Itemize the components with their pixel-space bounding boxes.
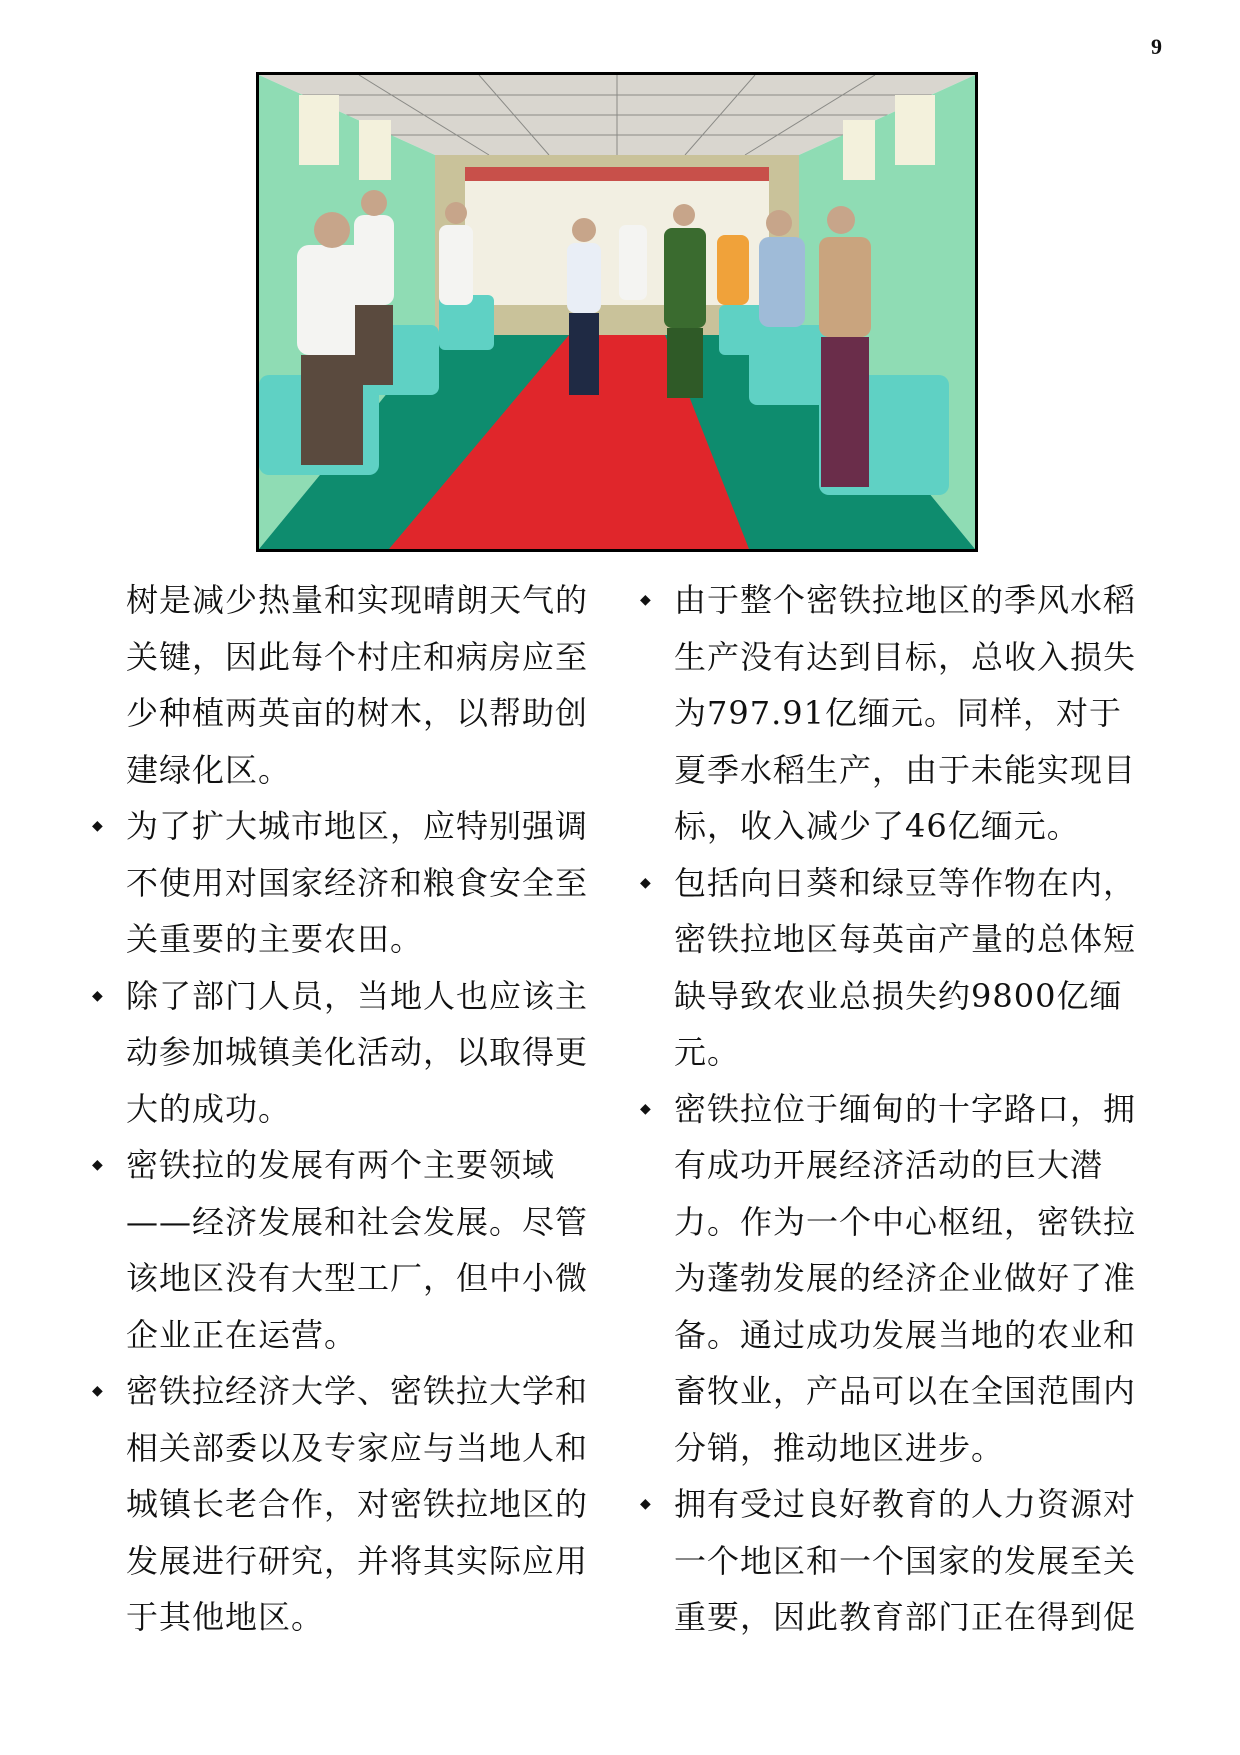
bullet-text: 密铁拉位于缅甸的十字路口，拥有成功开展经济活动的巨大潜力。作为一个中心枢纽，密铁拉为蓬勃发展的经济企业做好了准备。通过成功发展当地的农业和畜牧业，产品可以在全国范围内分销，推动地区进步。 (674, 1089, 1137, 1467)
bullet-text: 密铁拉的发展有两个主要领域——经济发展和社会发展。尽管该地区没有大型工厂，但中小微企业正在运营。 (126, 1146, 589, 1354)
bullet-item (88, 798, 588, 968)
bullet-text: 由于整个密铁拉地区的季风水稻生产没有达到目标，总收入损失为797.91亿缅元。同样，对于夏季水稻生产，由于未能实现目标，收入减少了46亿缅元。 (674, 581, 1137, 845)
continued-paragraph: 树是减少热量和实现晴朗天气的关键，因此每个村庄和病房应至少种植两英亩的树木，以帮助创建绿化区。 (126, 581, 589, 789)
right-column (636, 572, 1136, 1646)
diamond-bullet-icon (640, 855, 652, 912)
bullet-text: 拥有受过良好教育的人力资源对一个地区和一个国家的发展至关重要，因此教育部门正在得到促 (674, 1485, 1137, 1636)
diamond-bullet-icon (640, 1081, 652, 1138)
bullet-text: 包括向日葵和绿豆等作物在内，密铁拉地区每英亩产量的总体短缺导致农业总损失约9800亿缅元。 (674, 863, 1137, 1071)
diamond-bullet-icon (92, 798, 104, 855)
bullet-text: 密铁拉经济大学、密铁拉大学和相关部委以及专家应与当地人和城镇长老合作，对密铁拉地区的发展进行研究，并将其实际应用于其他地区。 (126, 1372, 589, 1636)
meeting-hall-illustration (259, 75, 975, 549)
bullet-text: 为了扩大城市地区，应特别强调不使用对国家经济和粮食安全至关重要的主要农田。 (126, 807, 589, 958)
left-column (88, 572, 588, 1646)
bullet-item (636, 1476, 1136, 1646)
diamond-bullet-icon (92, 1137, 104, 1194)
bullet-item (88, 1137, 588, 1363)
diamond-bullet-icon (640, 1476, 652, 1533)
bullet-item (636, 572, 1136, 855)
diamond-bullet-icon (640, 572, 652, 629)
page-number: 9 (1151, 34, 1162, 59)
bullet-item (636, 855, 1136, 1081)
bullet-text: 除了部门人员，当地人也应该主动参加城镇美化活动，以取得更大的成功。 (126, 976, 589, 1128)
diamond-bullet-icon (92, 968, 104, 1025)
diamond-bullet-icon (92, 1363, 104, 1420)
bullet-item (88, 968, 588, 1138)
bullet-item (636, 1081, 1136, 1477)
bullet-item (88, 1363, 588, 1646)
stage-curtain (465, 167, 769, 181)
meeting-hall-photo (256, 72, 978, 552)
